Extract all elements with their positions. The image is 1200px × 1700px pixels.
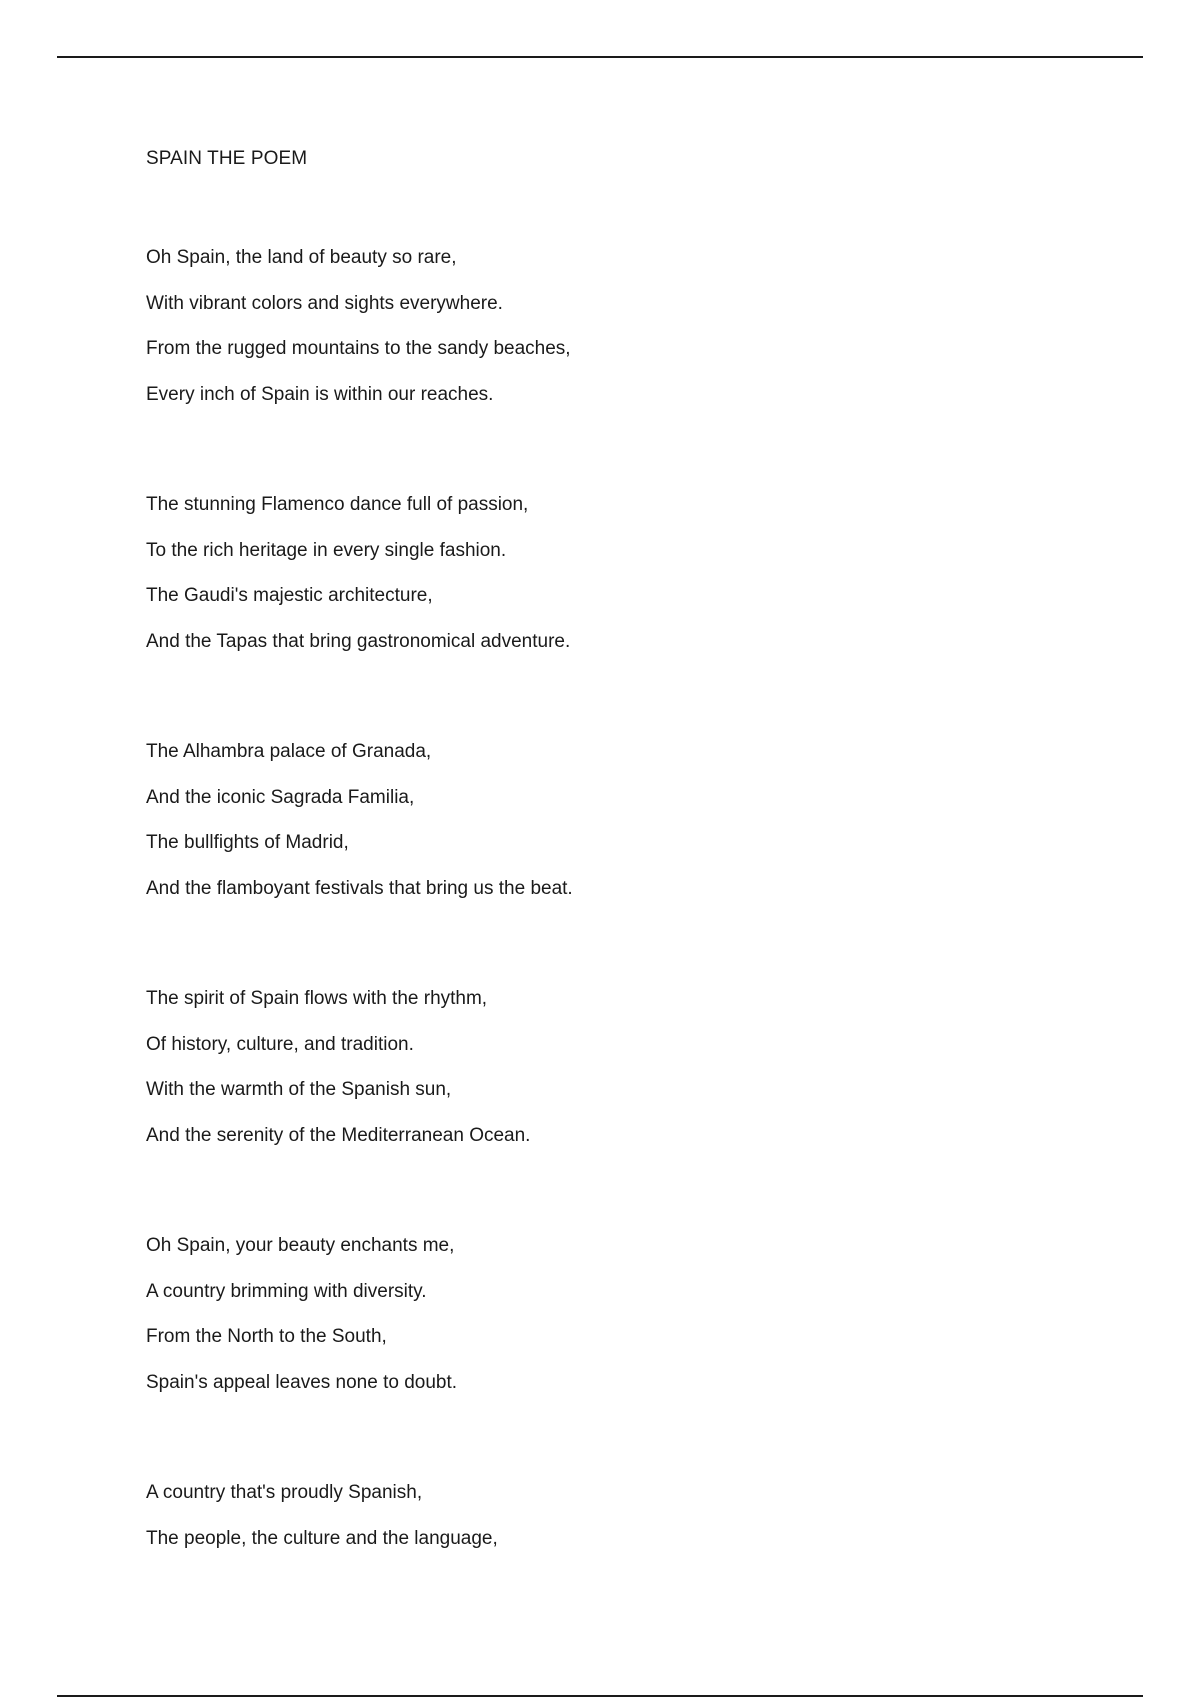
poem-line: A country that's proudly Spanish, <box>146 1482 423 1503</box>
poem-line: From the rugged mountains to the sandy beaches, <box>146 338 571 359</box>
poem-line: And the Tapas that bring gastronomical adventure. <box>146 630 571 652</box>
top-rule <box>57 56 1143 58</box>
poem-line: Oh Spain, the land of beauty so rare, <box>146 247 457 268</box>
poem-line: With vibrant colors and sights everywhere. <box>146 292 503 314</box>
document-page <box>146 146 1046 1561</box>
poem-line: To the rich heritage in every single fashion. <box>146 539 507 561</box>
stanza-2 <box>146 482 1046 664</box>
stanza-3 <box>146 729 1046 911</box>
poem-line: From the North to the South, <box>146 1326 387 1347</box>
poem-line: The stunning Flamenco dance full of passion, <box>146 494 529 515</box>
stanza-1 <box>146 235 1046 417</box>
poem-line: A country brimming with diversity. <box>146 1280 427 1302</box>
poem-line: The Alhambra palace of Granada, <box>146 741 432 762</box>
stanza-4 <box>146 976 1046 1158</box>
poem-line: Every inch of Spain is within our reaches. <box>146 383 494 405</box>
poem-line: The people, the culture and the language, <box>146 1527 498 1549</box>
poem-line: And the serenity of the Mediterranean Ocean. <box>146 1124 531 1146</box>
poem-line: With the warmth of the Spanish sun, <box>146 1079 452 1100</box>
stanza-6 <box>146 1470 1046 1561</box>
poem-line: Oh Spain, your beauty enchants me, <box>146 1235 455 1256</box>
poem-line: The spirit of Spain flows with the rhythm, <box>146 988 488 1009</box>
poem-line: And the flamboyant festivals that bring us the beat. <box>146 877 573 899</box>
poem-title: SPAIN THE POEM <box>146 148 308 169</box>
poem-line: Spain's appeal leaves none to doubt. <box>146 1371 458 1393</box>
poem-line: The Gaudi's majestic architecture, <box>146 585 433 606</box>
poem-line: The bullfights of Madrid, <box>146 832 349 853</box>
stanza-5 <box>146 1223 1046 1405</box>
poem-line: Of history, culture, and tradition. <box>146 1033 414 1055</box>
bottom-rule <box>57 1695 1143 1697</box>
poem-line: And the iconic Sagrada Familia, <box>146 786 415 808</box>
